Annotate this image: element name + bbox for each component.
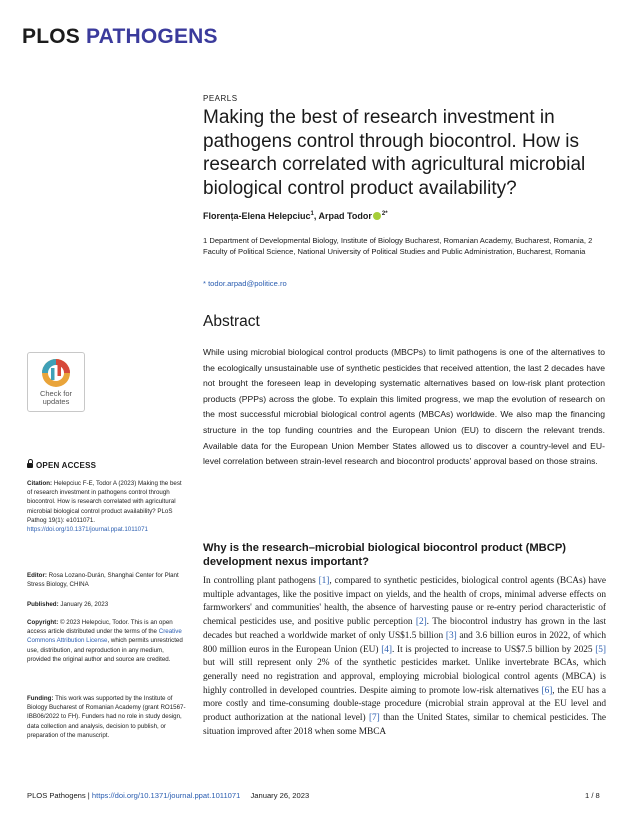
author-affil-mark: 1 (310, 211, 314, 217)
copyright-block (27, 618, 187, 664)
citation-label: Citation: (27, 480, 53, 487)
citation-block (27, 479, 187, 534)
author-name[interactable]: Arpad Todor (318, 211, 372, 221)
journal-logo[interactable] (22, 24, 218, 50)
page-number: 1 / 8 (585, 791, 600, 800)
check-updates-line2: updates (42, 397, 70, 406)
footer-journal: PLOS Pathogens | (27, 791, 92, 800)
body-text: . The biocontrol industry has grown in the last decades but reached a worldwide market of only US$1.5 billion (203, 617, 606, 641)
author-name[interactable]: Florența-Elena Helepciuc (203, 211, 311, 221)
citation-doi-link[interactable]: https://doi.org/10.1371/journal.ppat.1011071 (27, 526, 148, 534)
license-link[interactable]: Creative Commons Attribution License (27, 628, 182, 645)
published-block (27, 600, 187, 609)
journal-name-part1: PLOS (22, 25, 80, 48)
citation-ref[interactable]: [7] (368, 713, 380, 724)
footer-date: January 26, 2023 (250, 791, 310, 800)
body-text: but will still represent only 2% of the synthetic pesticides market. Unlike invertebrate BCAs, which generally need no registration and approval, employing microbial biological control agents (MBCA) is highly controlled in developed countries. Despite aiming to promote low-risk alternatives (203, 658, 606, 696)
body-text: . It is projected to increase to US$7.5 billion by 2025 (391, 644, 596, 655)
body-text: and 3.6 billion euros in 2022, of which 800 million euros in the European Union (EU) (203, 630, 606, 655)
abstract-heading: Abstract (203, 313, 260, 330)
funding-label: Funding: (27, 695, 54, 702)
body-text: In controlling plant pathogens (203, 576, 319, 586)
citation-ref[interactable]: [5] (595, 644, 606, 655)
published-label: Published: (27, 601, 59, 608)
abstract-text: While using microbial biological control products (MBCPs) to limit pathogens is one of the alternatives to the ecologically unsustainable use of synthetic pesticides that received attention, the last 2 decades have not brought the foreseen leap in developing systematic alternatives based on low-risk plant protection products (PPPs) across the globe. To explain this limited progress, we map the evolution of research on the most successful microbial biological control agents (MBCAs) worldwide. We also map the financing structure in the top funding countries and the European Union (EU) to discern the relevant trends. Available data for the European Union Member States allowed us to discover a country-level and EU-level correlation between strain-level research and biocontrol products' approval based on those strains. (203, 347, 605, 467)
author-affil-mark: 2* (381, 211, 388, 217)
body-paragraph (203, 575, 606, 739)
section-heading: Why is the research–microbial biological biocontrol product (MBCP) development nexus important? (203, 542, 567, 568)
article-type: PEARLS (203, 94, 238, 103)
published-date: January 26, 2023 (60, 601, 109, 608)
open-access-label: OPEN ACCESS (36, 461, 97, 470)
editor-label: Editor: (27, 572, 47, 579)
editor-text: Rosa Lozano-Durán, Shanghai Center for Plant Stress Biology, CHINA (27, 572, 179, 589)
check-for-updates-badge[interactable] (27, 352, 85, 412)
affiliations: 1 Department of Developmental Biology, Institute of Biology Bucharest, Romanian Academy, Bucharest, Romania, 2 Faculty of Political Science, National University of Political Studies and Public Administration, Bucharest, Romania (203, 236, 593, 256)
body-text: than the United States, similar to chemical pesticides. The situation improved after 2018 when some MBCA (203, 713, 606, 737)
footer-doi-link[interactable]: https://doi.org/10.1371/journal.ppat.1011071 (91, 791, 241, 800)
citation-ref[interactable]: [1] (318, 576, 330, 586)
page-footer (27, 791, 309, 800)
citation-text: Helepciuc F-E, Todor A (2023) Making the best of research investment in pathogens control through biocontrol. How is research correlated with agricultural microbial biological control product availability? PLoS Pathog 19(1): e1011071. (27, 480, 182, 524)
orcid-icon[interactable] (373, 212, 381, 220)
corresponding-email[interactable]: * todor.arpad@politice.ro (203, 279, 287, 288)
citation-ref[interactable]: [2] (415, 617, 427, 628)
citation-ref[interactable]: [4] (381, 644, 392, 655)
copyright-label: Copyright: (27, 619, 59, 626)
citation-ref[interactable]: [6] (541, 685, 553, 696)
article-title: Making the best of research investment in pathogens control through biocontrol. How is research correlated with agricultural microbial biological control product availability? (203, 107, 586, 199)
author-list: Florența-Elena Helepciuc$^1$, Arpad Todor $^{2*}$ (203, 211, 388, 221)
funding-text: This work was supported by the Institute of Biology Bucharest of Romanian Academy (grant RO1567-IBB06/2022 to FH). Funders had no role in study design, data collection and analysis, decision to publish, or preparation of the manuscript. (27, 695, 186, 739)
copyright-text-rest: , which permits unrestricted use, distribution, and reproduction in any medium, provided the original author and source are credited. (27, 637, 183, 663)
open-lock-icon (27, 463, 33, 468)
body-text: , the EU has a more costly and time-consuming double-stage procedure (microbial strain approval at the EU level and product authorization at the national level) (203, 685, 606, 724)
citation-ref[interactable]: [3] (445, 630, 457, 641)
open-access-badge (27, 461, 96, 470)
check-updates-line1: Check for (39, 389, 73, 398)
copyright-text: © 2023 Helepciuc, Todor. This is an open access article distributed under the terms of the (27, 619, 173, 636)
journal-name-part2: PATHOGENS (86, 25, 218, 48)
editor-block (27, 571, 187, 589)
funding-block (27, 694, 187, 740)
check-updates-icon (41, 358, 71, 388)
body-text: , compared to synthetic pesticides, biological control agents (BCAs) have multiple advantages, like the positive impact on yields, and the health of crops, minimal adverse effects on farmworkers' and communities' health, the absence of harvesting pause or re-entry period characteristic of chemical pesticides use, and positive public perception (203, 576, 606, 628)
